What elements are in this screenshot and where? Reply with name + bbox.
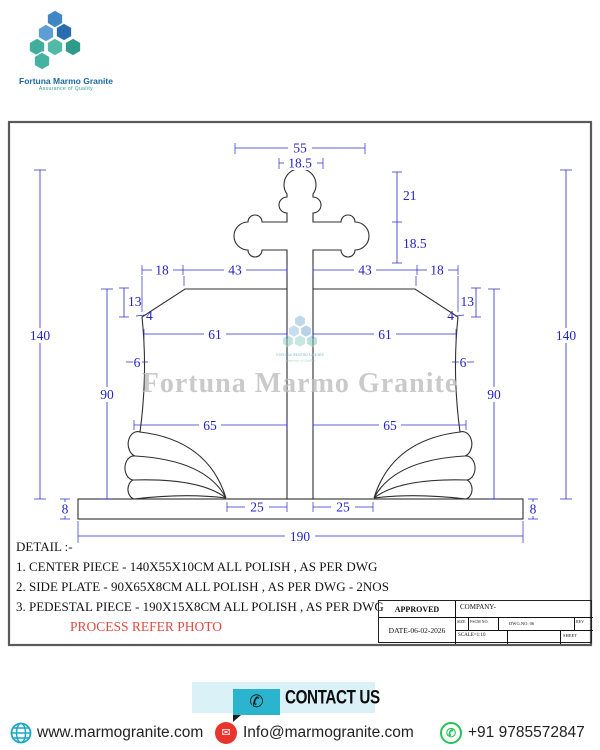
email-link[interactable]: Info@marmogranite.com: [243, 724, 414, 741]
dimension-label: 55: [293, 140, 307, 156]
scale-cell: SCALE=1:10: [456, 631, 508, 644]
rev-cell: REV: [575, 618, 593, 631]
dwg-no-cell: DWG.NO. 06: [499, 618, 575, 631]
dimension-label: 13: [460, 294, 474, 309]
detail-heading: DETAIL :-: [16, 539, 73, 554]
dimension-label: 6: [459, 355, 467, 370]
dimension-label: 65: [383, 418, 397, 433]
process-note: PROCESS REFER PHOTO: [70, 619, 223, 634]
side-plate-right-scroll: [374, 432, 467, 499]
dimension-label: 18.5: [288, 155, 312, 171]
contact-phone-badge[interactable]: [233, 689, 280, 715]
dimension-label: 6: [133, 355, 141, 370]
detail-item: 3. PEDESTAL PIECE - 190X15X8CM ALL POLISH , AS PER DWG: [16, 599, 384, 614]
fscm-cell: FSCM NO.: [469, 618, 499, 631]
dimension-label: 43: [358, 262, 372, 278]
dimension-label: 25: [250, 499, 264, 515]
globe-icon: [10, 722, 32, 744]
dimension-label: 61: [378, 327, 392, 342]
detail-notes: [16, 537, 389, 637]
dimension-label: 43: [228, 262, 242, 278]
detail-item: 2. SIDE PLATE - 90X65X8CM ALL POLISH , AS PER DWG - 2NOS: [16, 579, 389, 594]
side-plate-left-scroll: [133, 432, 226, 499]
dimension-label: 61: [208, 327, 222, 342]
pedestal-piece: [78, 499, 523, 519]
dimension-label: 4: [146, 308, 153, 323]
phone-icon: ✆: [249, 692, 264, 711]
dimension-label: 13: [128, 294, 142, 309]
website-link[interactable]: www.marmogranite.com: [37, 724, 204, 741]
empty-cell: [508, 631, 561, 644]
approved-cell: APPROVED: [379, 601, 456, 618]
phone-number[interactable]: +91 9785572847: [468, 724, 585, 741]
dimension-label: 90: [100, 387, 114, 402]
dimension-label: 18.5: [403, 236, 427, 251]
dimension-label: 4: [447, 308, 454, 323]
title-block: [378, 600, 592, 643]
brand-subtitle: Assurance of Quality: [38, 86, 94, 92]
watermark-mini-title: Fortuna Marmo Granite: [276, 353, 324, 358]
dimension-label: 190: [289, 529, 311, 544]
banner-fold: [233, 715, 241, 722]
date-cell: DATE-06-02-2026: [379, 618, 456, 644]
sheet-cell: SHEET: [563, 633, 577, 638]
dimension-label: 140: [29, 328, 51, 343]
brand-title: Fortuna Marmo Granite: [19, 76, 113, 86]
detail-item: 1. CENTER PIECE - 140X55X10CM ALL POLISH , AS PER DWG: [16, 559, 378, 574]
size-cell: SIZE: [456, 618, 469, 631]
dimension-label: 8: [61, 501, 69, 517]
company-cell: COMPANY-: [456, 601, 593, 618]
watermark-text: Fortuna Marmo Granite: [141, 368, 459, 399]
dimension-label: 18: [430, 262, 444, 278]
watermark-mini-subtitle: Assurance of Quality: [285, 358, 315, 363]
contact-us-button[interactable]: CONTACT US: [285, 688, 380, 709]
email-icon: ✉: [215, 722, 237, 744]
dimension-label: 140: [555, 328, 577, 343]
dimension-label: 21: [403, 188, 417, 203]
dimension-label: 65: [203, 418, 217, 433]
whatsapp-icon: ✆: [440, 722, 462, 744]
dimension-label: 90: [487, 387, 501, 402]
dimension-label: 8: [529, 501, 537, 517]
dimension-label: 18: [155, 262, 169, 278]
dimension-label: 25: [336, 499, 350, 515]
